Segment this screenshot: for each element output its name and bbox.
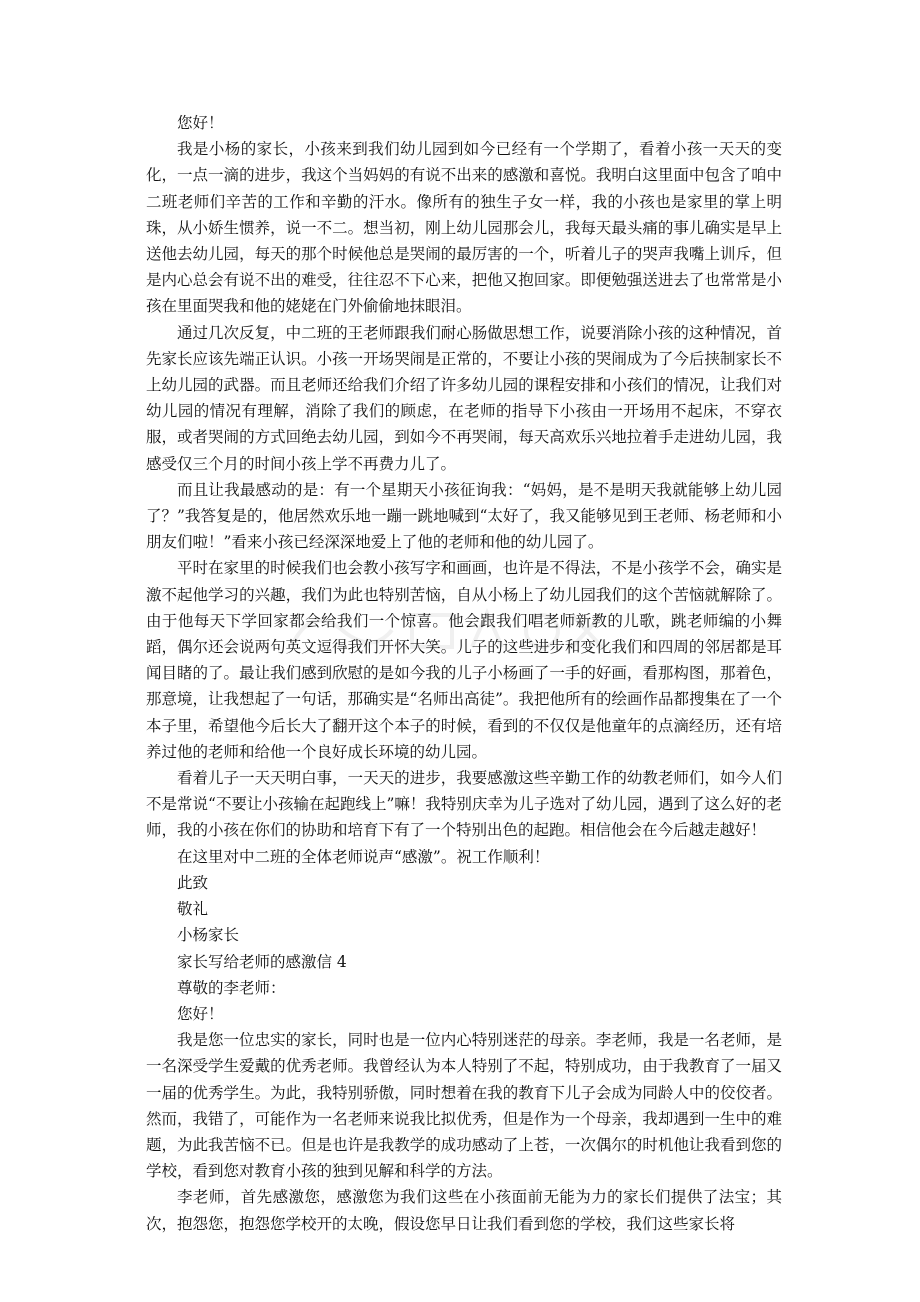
paragraph-6: 我是您一位忠实的家长，同时也是一位内心特别迷茫的母亲。李老师，我是一名老师，是一名深受学生爱戴的优秀老师。我曾经认为本人特别了不起，特别成功，由于我教育了一届又一届的优秀学生。为此，我特别骄傲，同时想着在我的教育下儿子会成为同龄人中的佼佼者。然而，我错了，可能作为一名老师来说我比拟优秀，但是作为一个母亲，我却遇到一生中的难题，为此我苦恼不已。但是也许是我教学的成功感动了上苍，一次偶尔的时机他让我看到您的学校，看到您对教育小孩的独到见解和科学的方法。 — [146, 1031, 782, 1181]
greeting-2: 您好！ — [177, 1004, 224, 1023]
greeting-1: 您好！ — [177, 114, 224, 132]
thanks-line: 在这里对中二班的全体老师说声“感激”。祝工作顺利！ — [177, 847, 550, 866]
paragraph-4: 平时在家里的时候我们也会教小孩写字和画画，也许是不得法，不是小孩学不会，确实是激不起他学习的兴趣，我们为此也特别苦恼，自从小杨上了幼儿园我们的这个苦恼就解除了。由于他每天下学回家都会给我们一个惊喜。他会跟我们唱老师新教的儿歌，跳老师编的小舞蹈，偶尔还会说两句英文逗得我们开怀大笑。儿子的这些进步和变化我们和四周的邻居都是耳闻目睹的了。最让我们感到欣慰的是如今我的儿子小杨画了一手的好画，看那构图，那着色，那意境，让我想起了一句话，那确实是“名师出高徒”。我把他所有的绘画作品都搜集在了一个本子里，希望他今后长大了翻开这个本子的时候，看到的不仅仅是他童年的点滴经历，还有培养过他的老师和给他一个良好成长环境的幼儿园。 — [146, 559, 782, 761]
signature: 小杨家长 — [177, 926, 240, 945]
paragraph-3: 而且让我最感动的是：有一个星期天小孩征询我：“妈妈，是不是明天我就能够上幼儿园了？”我答复是的，他居然欢乐地一蹦一跳地喊到“太好了，我又能够见到王老师、杨老师和小朋友们啦！”看来小孩已经深深地爱上了他的老师和他的幼儿园了。 — [146, 480, 782, 552]
paragraph-7: 李老师，首先感激您，感激您为我们这些在小孩面前无能为力的家长们提供了法宝；其次，抱怨您，抱怨您学校开的太晚，假设您早日让我们看到您的学校，我们这些家长将 — [146, 1188, 782, 1233]
paragraph-1: 我是小杨的家长，小孩来到我们幼儿园到如今已经有一个学期了，看着小孩一天天的变化，一点一滴的进步，我这个当妈妈的有说不出来的感激和喜悦。我明白这里面中包含了咱中二班老师们辛苦的工作和辛勤的汗水。像所有的独生子女一样，我的小孩也是家里的掌上明珠，从小娇生惯养，说一不二。想当初，刚上幼儿园那会儿，我每天最头痛的事儿确实是早上送他去幼儿园，每天的那个时候他总是哭闹的最厉害的一个，听着儿子的哭声我嘴上训斥，但是内心总会有说不出的难受，往往忍不下心来，把他又抱回家。即便勉强送进去了也常常是小孩在里面哭我和他的姥姥在门外偷偷地抹眼泪。 — [146, 140, 782, 316]
paragraph-5: 看着儿子一天天明白事，一天天的进步，我要感激这些辛勤工作的幼教老师们，如今人们不是常说“不要让小孩输在起跑线上”嘛！我特别庆幸为儿子选对了幼儿园，遇到了这么好的老师，我的小孩在你们的协助和培育下有了一个特别出色的起跑。相信他会在今后越走越好！ — [146, 769, 782, 840]
letter-4-title: 家长写给老师的感激信 4 — [177, 952, 347, 971]
letter-document — [146, 110, 782, 1237]
paragraph-2: 通过几次反复，中二班的王老师跟我们耐心肠做思想工作，说要消除小孩的这种情况，首先家长应该先端正认识。小孩一开场哭闹是正常的，不要让小孩的哭闹成为了今后挟制家长不上幼儿园的武器。而且老师还给我们介绍了许多幼儿园的课程安排和小孩们的情况，让我们对幼儿园的情况有理解，消除了我们的顾虑，在老师的指导下小孩由一开场用不起床，不穿衣服，或者哭闹的方式回绝去幼儿园，到如今不再哭闹，每天高欢乐兴地拉着手走进幼儿园，我感受仅三个月的时间小孩上学不再费力儿了。 — [146, 323, 782, 473]
closing-cizhi: 此致 — [177, 873, 209, 892]
closing-jingli: 敬礼 — [177, 900, 209, 919]
salutation: 尊敬的李老师： — [177, 978, 286, 997]
